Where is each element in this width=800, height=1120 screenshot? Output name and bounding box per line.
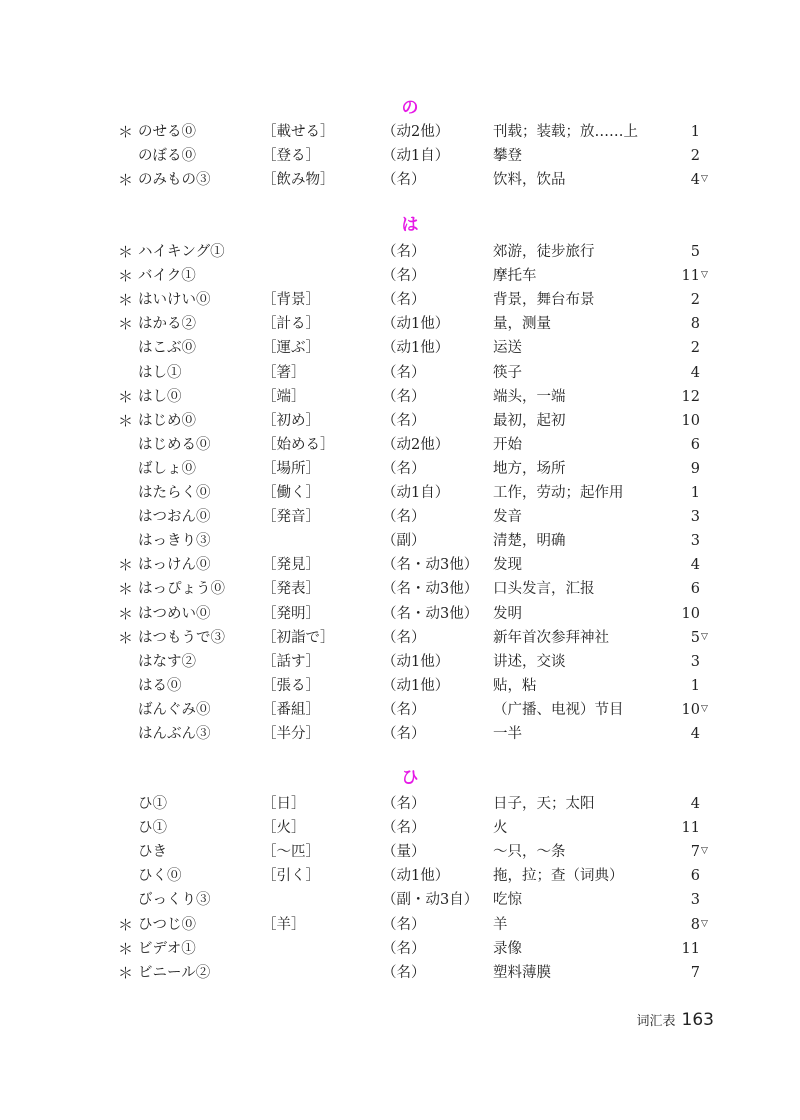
lesson-number: 3	[690, 509, 700, 526]
lesson-number: 4	[690, 172, 700, 189]
vocab-row	[0, 674, 800, 698]
word-kanji: ［半分］	[262, 726, 320, 742]
part-of-speech: （动1他）	[382, 868, 450, 885]
word-kana: のぼる⓪	[138, 148, 196, 165]
lesson-number: 2	[690, 148, 700, 165]
vocab-row	[0, 840, 800, 864]
word-kana: バイク①	[138, 268, 196, 285]
part-of-speech: （名）	[382, 268, 426, 285]
part-of-speech: （动1自）	[382, 485, 450, 501]
lesson-number: 4	[690, 796, 700, 812]
triangle-mark-icon: ▽	[701, 703, 708, 714]
word-meaning: 量，测量	[493, 316, 551, 333]
word-kanji: ［～匹］	[262, 844, 320, 861]
word-kanji: ［日］	[262, 796, 306, 812]
part-of-speech: （名・动3他）	[382, 605, 479, 622]
word-kana: ひつじ⓪	[138, 916, 196, 933]
word-kana: はし⓪	[138, 388, 182, 405]
vocab-row	[0, 361, 800, 385]
word-kana: のせる⓪	[138, 124, 196, 140]
new-word-star: ＊	[118, 411, 134, 430]
lesson-number: 10	[681, 605, 700, 622]
vocab-row	[0, 913, 800, 937]
vocab-row	[0, 602, 800, 626]
part-of-speech: （名・动3他）	[382, 557, 479, 574]
new-word-star: ＊	[118, 556, 134, 575]
word-kanji: ［端］	[262, 388, 306, 405]
word-kana: はいけい⓪	[138, 292, 211, 309]
word-kana: はじめる⓪	[138, 436, 211, 453]
part-of-speech: （动1他）	[382, 340, 450, 357]
lesson-number: 12	[681, 388, 700, 405]
word-kanji: ［火］	[262, 820, 306, 837]
triangle-mark-icon: ▽	[701, 631, 708, 642]
triangle-mark-icon: ▽	[701, 174, 708, 185]
section-heading: は	[401, 215, 419, 235]
word-kanji: ［発見］	[262, 557, 320, 574]
word-meaning: 开始	[493, 436, 522, 453]
word-kanji: ［働く］	[262, 485, 320, 501]
word-meaning: 发明	[493, 605, 522, 622]
vocab-row	[0, 626, 800, 650]
vocab-row	[0, 457, 800, 481]
lesson-number: 11	[681, 820, 700, 837]
word-kana: はたらく⓪	[138, 485, 211, 501]
vocab-row	[0, 288, 800, 312]
new-word-star: ＊	[118, 171, 134, 190]
word-kana: はつおん⓪	[138, 509, 211, 526]
part-of-speech: （名）	[382, 964, 426, 981]
word-kana: はつもうで③	[138, 629, 225, 646]
word-kana: ひく⓪	[138, 868, 182, 885]
part-of-speech: （动1自）	[382, 148, 450, 165]
new-word-star: ＊	[118, 243, 134, 261]
word-meaning: 刊载；装载；放……上	[493, 124, 638, 140]
word-meaning: 工作，劳动；起作用	[493, 485, 624, 501]
lesson-number: 4	[690, 726, 700, 742]
part-of-speech: （名）	[382, 940, 426, 957]
word-meaning: 端头，一端	[493, 388, 566, 405]
new-word-star: ＊	[118, 939, 134, 958]
word-kana: ひ①	[138, 820, 167, 837]
word-kanji: ［飲み物］	[262, 172, 335, 189]
vocab-row	[0, 816, 800, 840]
section-heading: ひ	[401, 768, 419, 788]
vocab-row	[0, 577, 800, 601]
word-meaning: 日子，天；太阳	[493, 796, 595, 812]
page-number: 163	[681, 1010, 714, 1030]
word-kana: はっけん⓪	[138, 557, 211, 574]
word-meaning: （广播、电视）节目	[493, 701, 624, 718]
word-kana: ビデオ①	[138, 940, 196, 957]
part-of-speech: （名）	[382, 244, 426, 260]
word-kanji: ［発音］	[262, 509, 320, 526]
word-kanji: ［登る］	[262, 148, 320, 165]
part-of-speech: （名）	[382, 820, 426, 837]
word-kanji: ［始める］	[262, 436, 335, 453]
lesson-number: 8	[690, 916, 700, 933]
word-meaning: 摩托车	[493, 268, 537, 285]
new-word-star: ＊	[118, 963, 134, 982]
word-kanji: ［運ぶ］	[262, 340, 320, 357]
word-meaning: 郊游，徒步旅行	[493, 244, 595, 260]
word-meaning: 吃惊	[493, 892, 522, 909]
part-of-speech: （动1他）	[382, 316, 450, 333]
vocab-row	[0, 409, 800, 433]
word-kana: はっぴょう⓪	[138, 581, 225, 598]
lesson-number: 1	[690, 124, 700, 140]
new-word-star: ＊	[118, 604, 134, 623]
word-meaning: 清楚，明确	[493, 533, 566, 550]
part-of-speech: （名）	[382, 364, 426, 381]
part-of-speech: （名）	[382, 726, 426, 742]
new-word-star: ＊	[118, 628, 134, 647]
lesson-number: 11	[681, 268, 700, 285]
part-of-speech: （名・动3他）	[382, 581, 479, 598]
lesson-number: 8	[690, 316, 700, 333]
vocab-row	[0, 120, 800, 144]
word-meaning: 讲述，交谈	[493, 653, 566, 670]
vocab-row	[0, 650, 800, 674]
word-kana: はかる②	[138, 316, 196, 333]
vocab-row	[0, 385, 800, 409]
part-of-speech: （名）	[382, 916, 426, 933]
word-kana: びっくり③	[138, 892, 211, 909]
lesson-number: 4	[690, 557, 700, 574]
triangle-mark-icon: ▽	[701, 270, 708, 281]
word-kana: はこぶ⓪	[138, 340, 196, 357]
word-meaning: 羊	[493, 916, 508, 933]
word-meaning: 贴，粘	[493, 677, 537, 694]
word-kana: ひ①	[138, 796, 167, 812]
vocab-row	[0, 698, 800, 722]
vocab-row	[0, 312, 800, 336]
word-meaning: 发现	[493, 557, 522, 574]
word-kana: のみもの③	[138, 172, 211, 189]
lesson-number: 7	[690, 844, 700, 861]
word-meaning: 火	[493, 820, 508, 837]
word-kanji: ［箸］	[262, 364, 306, 381]
vocab-row	[0, 433, 800, 457]
word-meaning: 口头发言，汇报	[493, 581, 595, 598]
word-kana: ビニール②	[138, 964, 211, 981]
lesson-number: 6	[690, 436, 700, 453]
part-of-speech: （副・动3自）	[382, 892, 479, 909]
part-of-speech: （名）	[382, 460, 426, 477]
word-meaning: 攀登	[493, 148, 522, 165]
word-kana: はっきり③	[138, 533, 211, 550]
lesson-number: 2	[690, 292, 700, 309]
lesson-number: 3	[690, 892, 700, 909]
word-meaning: 发音	[493, 509, 522, 526]
lesson-number: 7	[690, 964, 700, 981]
word-kana: はじめ⓪	[138, 412, 196, 429]
word-kana: はんぶん③	[138, 726, 211, 742]
word-meaning: 一半	[493, 726, 522, 742]
vocab-row	[0, 505, 800, 529]
word-meaning: 塑料薄膜	[493, 964, 551, 981]
word-kanji: ［番組］	[262, 701, 320, 718]
word-meaning: 筷子	[493, 364, 522, 381]
vocab-row	[0, 722, 800, 746]
lesson-number: 3	[690, 533, 700, 550]
word-kanji: ［初詣で］	[262, 629, 335, 646]
word-kanji: ［話す］	[262, 653, 320, 670]
new-word-star: ＊	[118, 315, 134, 334]
lesson-number: 3	[690, 653, 700, 670]
part-of-speech: （名）	[382, 388, 426, 405]
word-kanji: ［初め］	[262, 412, 320, 429]
word-meaning: 新年首次参拜神社	[493, 629, 609, 646]
lesson-number: 10	[681, 701, 700, 718]
new-word-star: ＊	[118, 291, 134, 310]
lesson-number: 6	[690, 868, 700, 885]
lesson-number: 1	[690, 485, 700, 501]
vocab-row	[0, 792, 800, 816]
lesson-number: 10	[681, 412, 700, 429]
word-meaning: 拖，拉；查（词典）	[493, 868, 624, 885]
lesson-number: 11	[681, 940, 700, 957]
part-of-speech: （动2他）	[382, 436, 450, 453]
lesson-number: 2	[690, 340, 700, 357]
vocab-row	[0, 168, 800, 192]
word-kanji: ［引く］	[262, 868, 320, 885]
word-kanji: ［発表］	[262, 581, 320, 598]
lesson-number: 5	[690, 629, 700, 646]
word-meaning: 地方，场所	[493, 460, 566, 477]
lesson-number: 9	[690, 460, 700, 477]
vocab-row	[0, 937, 800, 961]
word-meaning: 饮料，饮品	[493, 172, 566, 189]
part-of-speech: （名）	[382, 701, 426, 718]
word-meaning: 录像	[493, 940, 522, 957]
word-meaning: 背景，舞台布景	[493, 292, 595, 309]
word-kanji: ［張る］	[262, 677, 320, 694]
lesson-number: 4	[690, 364, 700, 381]
vocab-row	[0, 553, 800, 577]
vocab-row	[0, 264, 800, 288]
part-of-speech: （动2他）	[382, 124, 450, 140]
word-kanji: ［発明］	[262, 605, 320, 622]
word-kanji: ［背景］	[262, 292, 320, 309]
footer-label: 词汇表	[636, 1014, 676, 1029]
word-kanji: ［羊］	[262, 916, 306, 933]
part-of-speech: （副）	[382, 533, 426, 550]
word-meaning: 最初，起初	[493, 412, 566, 429]
part-of-speech: （名）	[382, 412, 426, 429]
vocab-row	[0, 888, 800, 912]
part-of-speech: （名）	[382, 796, 426, 812]
word-kana: ひき	[138, 844, 167, 861]
section-heading: の	[401, 98, 419, 118]
vocab-row	[0, 529, 800, 553]
word-kana: ばしょ⓪	[138, 460, 196, 477]
word-kanji: ［場所］	[262, 460, 320, 477]
vocab-row	[0, 864, 800, 888]
new-word-star: ＊	[118, 915, 134, 934]
part-of-speech: （动1他）	[382, 677, 450, 694]
vocab-row	[0, 240, 800, 264]
new-word-star: ＊	[118, 267, 134, 286]
page-footer	[637, 1010, 714, 1030]
word-kanji: ［計る］	[262, 316, 320, 333]
part-of-speech: （名）	[382, 292, 426, 309]
part-of-speech: （名）	[382, 629, 426, 646]
word-kana: ばんぐみ⓪	[138, 701, 211, 718]
lesson-number: 1	[690, 677, 700, 694]
word-meaning: ～只，～条	[493, 844, 566, 861]
part-of-speech: （动1他）	[382, 653, 450, 670]
word-kanji: ［載せる］	[262, 124, 335, 140]
vocab-row	[0, 961, 800, 985]
part-of-speech: （名）	[382, 172, 426, 189]
word-kana: ハイキング①	[138, 244, 225, 260]
part-of-speech: （量）	[382, 844, 426, 861]
lesson-number: 5	[690, 244, 700, 260]
vocab-row	[0, 336, 800, 360]
word-kana: はる⓪	[138, 677, 182, 694]
word-meaning: 运送	[493, 340, 522, 357]
new-word-star: ＊	[118, 387, 134, 406]
word-kana: はなす②	[138, 653, 196, 670]
vocab-row	[0, 144, 800, 168]
vocab-row	[0, 481, 800, 505]
triangle-mark-icon: ▽	[701, 846, 708, 857]
word-kana: はつめい⓪	[138, 605, 211, 622]
new-word-star: ＊	[118, 123, 134, 141]
triangle-mark-icon: ▽	[701, 918, 708, 929]
word-kana: はし①	[138, 364, 182, 381]
lesson-number: 6	[690, 581, 700, 598]
part-of-speech: （名）	[382, 509, 426, 526]
new-word-star: ＊	[118, 580, 134, 599]
